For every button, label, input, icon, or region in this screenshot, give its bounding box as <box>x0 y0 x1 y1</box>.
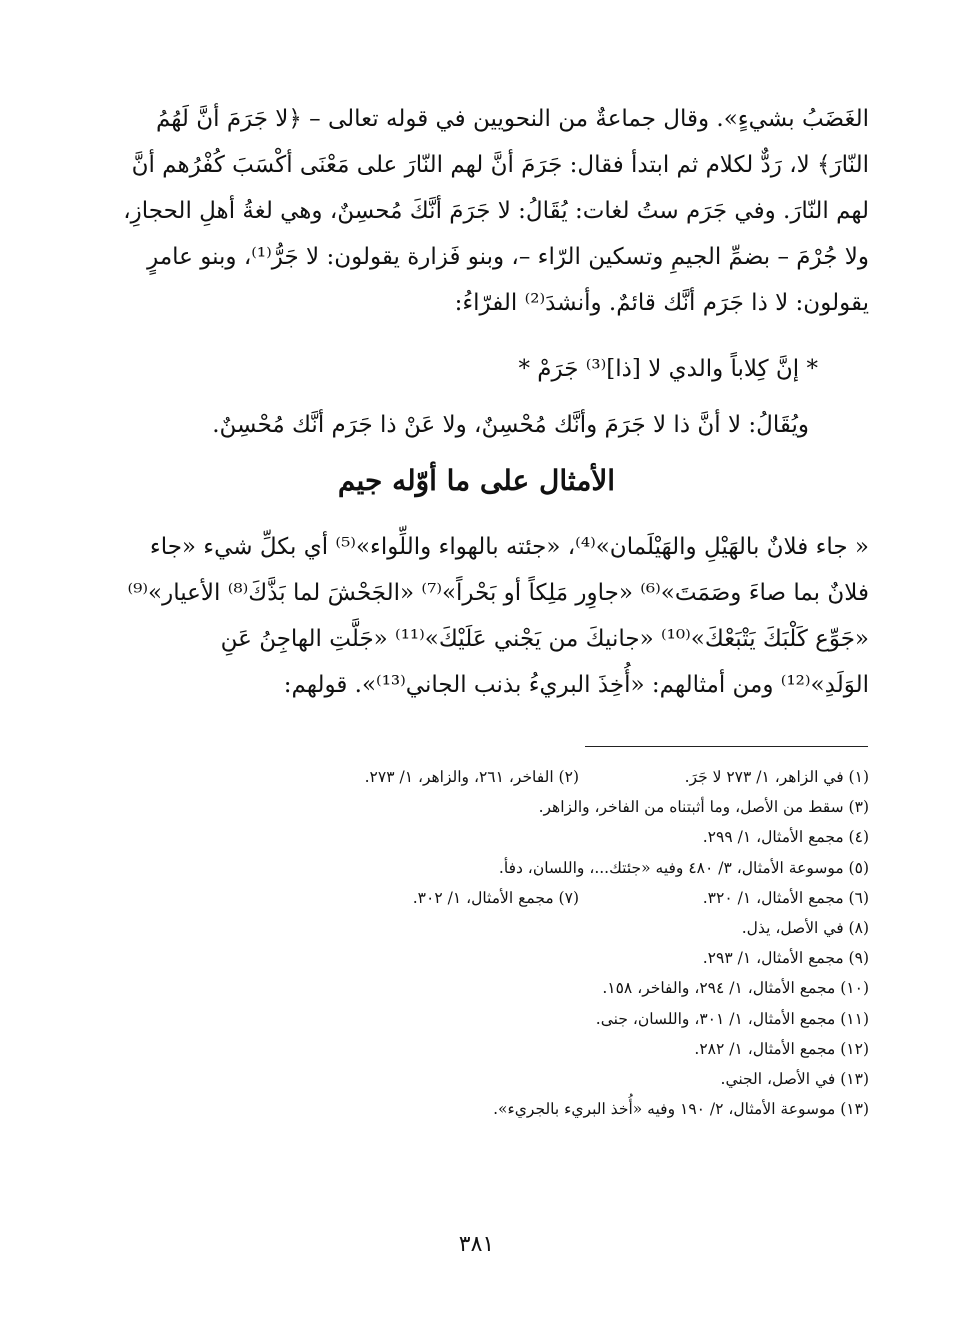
footnote: (٤) مجمع الأمثال، ١/ ٢٩٩. <box>702 828 869 847</box>
text-line: النّارَ﴾ لا، رَدٌّ لكلام ثم ابتدأ فقال: جَرَمَ أنَّ لهم النّارَ على مَعْنَى أكْسَبَ كُفْرُهم أنَّ <box>131 152 869 178</box>
footnote: (٣) سقط من الأصل، وما أثبتناه من الفاخر، والزاهر. <box>538 798 869 817</box>
opening-paragraph <box>87 96 869 326</box>
text-line: الغَضَبُ بشيءٍ». وقال جماعةٌ من النحويين في قوله تعالى – ﴿لا جَرَمَ أنَّ لَهُمُ <box>156 106 869 132</box>
footnote-divider <box>585 746 868 747</box>
footnote: (١١) مجمع الأمثال، ١/ ٣٠١، واللسان، جنى. <box>595 1009 869 1028</box>
poetry-verse: * إنَّ كِلاباً والدي لا [ذا]⁽³⁾ جَرَمْ * <box>518 356 818 382</box>
footnote: (١) في الزاهر، ١/ ٢٧٣ لا جَرَ. <box>684 768 869 786</box>
text-line: ولا جُرْمَ – بضمِّ الجيمِ وتسكين الرّاء –، وبنو فَزارة يقولون: لا جَرُّ⁽¹⁾، وبنو عامرٍ <box>147 244 869 270</box>
closing-sentence: ويُقَالُ: لا أنَّ ذا لا جَرَمَ وأنَّك مُحْسِنٌ، ولا عَنْ ذا جَرَم أنَّك مُحْسِنٌ. <box>212 412 809 438</box>
proverbs-paragraph <box>87 524 869 708</box>
footnote: (٢) الفاخر، ٢٦١، والزاهر، ١/ ٢٧٣. <box>364 768 579 786</box>
footnote: (١٣) موسوعة الأمثال، ٢/ ١٩٠ وفيه «أُخذ البريء بالجريء». <box>493 1100 869 1119</box>
footnote: (٨) في الأصل، يذل. <box>741 918 869 937</box>
text-line: لهم النّارَ. وفي جَرَم ستُ لغات: يُقَالُ: لا جَرَمَ أنَّكَ مُحسِنٌ، وهي لغةُ أهلِ الحجازِ، <box>123 198 869 224</box>
text-line: فلانٌ بما صاءَ وصَمَتَ»⁽⁶⁾ «جاوِر مَلِكاً أو بَحْراً»⁽⁷⁾ «الجَحْشَ لما بَذَّكَ⁽⁸⁾ الأعيار»⁽⁹⁾ <box>127 580 869 606</box>
page-number: ٣٨١ <box>458 1232 495 1257</box>
footnote: (٧) مجمع الأمثال، ١/ ٣٠٢. <box>412 888 579 907</box>
text-line: «جَوِّع كَلْبَكَ يَتْبَعْكَ»⁽¹⁰⁾ «جانيكَ من يَجْني عَلَيْكَ»⁽¹¹⁾ «جَلَّتِ الهاجِنُ عَنِ <box>220 626 869 652</box>
footnote: (٥) موسوعة الأمثال، ٣/ ٤٨٠ وفيه «جئتك...، واللسان، دفأ. <box>498 858 869 877</box>
footnote: (١٠) مجمع الأمثال، ١/ ٢٩٤، والفاخر، ١٥٨. <box>602 979 869 998</box>
footnote: (٩) مجمع الأمثال، ١/ ٢٩٣. <box>702 949 869 968</box>
footnote: (٦) مجمع الأمثال، ١/ ٣٢٠. <box>702 888 869 907</box>
text-line: « جاء فلانٌ بالهَيْلِ والهَيْلَمان»⁽⁴⁾، «جئته بالهواء واللِّواء»⁽⁵⁾ أي بكلِّ شيء «جاء <box>149 534 869 560</box>
footnote: (١٣) في الأصل، الجني. <box>720 1069 869 1088</box>
footnotes <box>87 762 869 1124</box>
section-heading: الأمثال على ما أوّله جيم <box>337 464 616 497</box>
text-line: يقولون: لا ذا جَرَم أنَّك قائمٌ. وأنشدَ⁽²⁾ الفرّاءُ: <box>454 290 869 316</box>
text-line: الوَلَدِ»⁽¹²⁾ ومن أمثالهم: «أُخِذَ البريءُ بذنب الجاني⁽¹³⁾». قولهم: <box>283 672 869 698</box>
footnote: (١٢) مجمع الأمثال، ١/ ٢٨٢. <box>694 1039 869 1058</box>
footnote-row <box>87 883 869 913</box>
footnote-row <box>87 762 869 792</box>
